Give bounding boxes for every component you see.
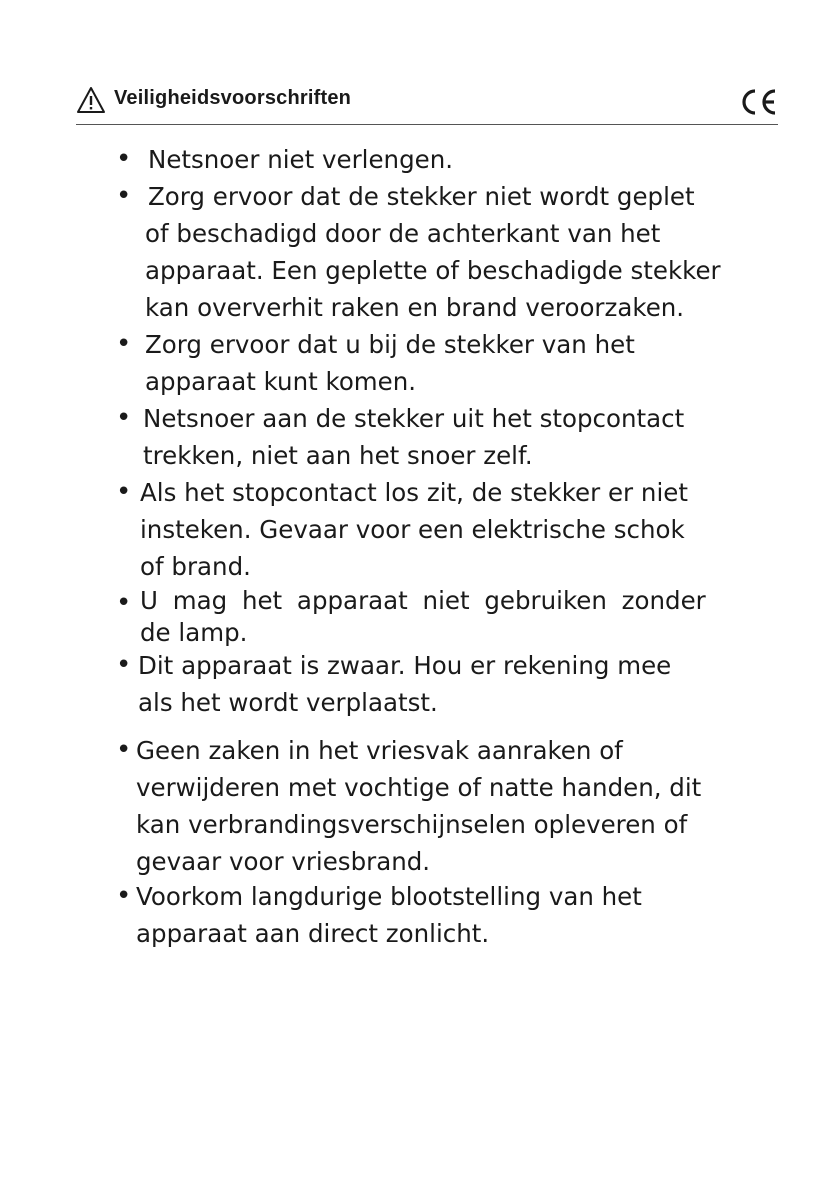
bullet: • xyxy=(116,403,132,433)
item-text: gevaar voor vriesbrand. xyxy=(136,847,431,876)
bullet: • xyxy=(116,735,132,765)
list-item xyxy=(116,878,642,952)
item-text: Zorg ervoor dat de stekker niet wordt geplet xyxy=(148,182,695,211)
bullet: • xyxy=(116,329,132,359)
warning-triangle-icon xyxy=(76,86,106,114)
page-title: Veiligheidsvoorschriften xyxy=(114,87,352,109)
bullet: • xyxy=(116,588,132,618)
item-text: kan oververhit raken en brand veroorzaken. xyxy=(145,293,685,322)
list-item xyxy=(116,647,671,721)
item-text: trekken, niet aan het snoer zelf. xyxy=(143,441,533,470)
list-item xyxy=(116,326,635,400)
list-item xyxy=(116,474,688,585)
bullet: • xyxy=(116,477,132,507)
item-text: apparaat aan direct zonlicht. xyxy=(136,919,490,948)
item-text: kan verbrandingsverschijnselen opleveren of xyxy=(136,810,688,839)
bullet: • xyxy=(116,181,132,211)
item-text: Voorkom langdurige blootstelling van het xyxy=(136,882,642,911)
item-text: apparaat kunt komen. xyxy=(145,367,417,396)
item-text: Dit apparaat is zwaar. Hou er rekening mee xyxy=(138,651,672,680)
item-text: verwijderen met vochtige of natte handen, dit xyxy=(136,773,702,802)
item-text: of beschadigd door de achterkant van het xyxy=(145,219,661,248)
ce-mark-icon xyxy=(738,86,778,118)
item-text: Geen zaken in het vriesvak aanraken of xyxy=(136,736,623,765)
item-text: Netsnoer aan de stekker uit het stopcontact xyxy=(143,404,685,433)
bullet: • xyxy=(116,650,132,680)
list-item xyxy=(116,178,721,326)
item-text: Netsnoer niet verlengen. xyxy=(148,145,454,174)
bullet: • xyxy=(116,144,132,174)
item-text: Zorg ervoor dat u bij de stekker van het xyxy=(145,330,635,359)
item-text: insteken. Gevaar voor een elektrische schok xyxy=(140,515,685,544)
list-item xyxy=(116,141,453,178)
list-item xyxy=(116,400,684,474)
item-text: U mag het apparaat niet gebruiken zonder xyxy=(140,586,706,615)
section-header xyxy=(76,84,778,125)
list-item xyxy=(116,585,706,649)
item-text: Als het stopcontact los zit, de stekker er niet xyxy=(140,478,688,507)
item-text: als het wordt verplaatst. xyxy=(138,688,438,717)
item-text: de lamp. xyxy=(140,618,248,647)
item-text: of brand. xyxy=(140,552,251,581)
item-text: apparaat. Een geplette of beschadigde stekker xyxy=(145,256,721,285)
list-item xyxy=(116,732,701,880)
bullet: • xyxy=(116,881,132,911)
